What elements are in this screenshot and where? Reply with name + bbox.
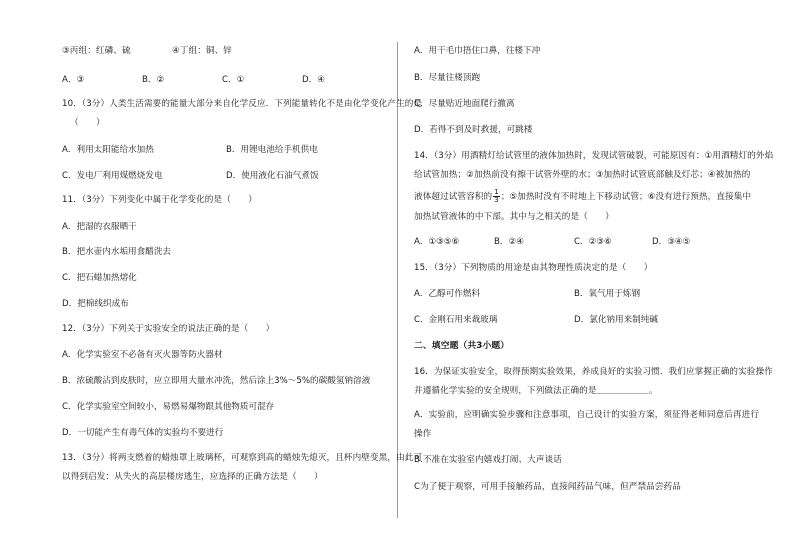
q12-option-b: B．浓硫酸沾到皮肤时，应立即用大量水冲洗，然后涂上3%～5%的碳酸氢钠溶液: [62, 376, 371, 386]
q11-option-a: A．把湿的衣服晒干: [62, 222, 137, 232]
q13-stem-line-1: 13．（3分）将两支燃着的蜡烛罩上玻璃杯，可观察到高的蜡烛先熄灭，且杯内壁变黑，由此可: [62, 453, 423, 463]
q12-option-d: D．一切能产生有毒气体的实验均不要进行: [62, 428, 224, 438]
q13-option-d: D．若得不到及时救援，可跳楼: [414, 125, 533, 135]
q13-stem-line-2: 以得到启发：从失火的高层楼房逃生，应选择的正确方法是（ ）: [62, 472, 323, 482]
q11-stem: 11．（3分）下列变化中属于化学变化的是（ ）: [62, 195, 257, 205]
q12-option-c: C．化学实验室空间较小，易燃易爆物跟其他物质可混存: [62, 402, 275, 412]
column-divider: [397, 42, 398, 518]
q9-option-d: D．④: [302, 75, 325, 85]
q13-option-a: A．用干毛巾捂住口鼻，往楼下冲: [414, 46, 541, 56]
q10-option-d: D．使用液化石油气煮饭: [226, 171, 319, 181]
q9-option-c: C．①: [222, 75, 245, 85]
q15-stem: 15．（3分）下列物质的用途是由其物理性质决定的是（ ）: [414, 263, 653, 273]
q16-option-a-line-2: 操作: [414, 429, 432, 439]
q15-option-a: A．乙醇可作燃料: [414, 289, 481, 299]
q10-option-b: B．用锂电池给手机供电: [226, 145, 318, 155]
fraction-one-third: $\frac{1}{3}$: [494, 188, 499, 204]
q11-option-b: B．把水壶内水垢用食醋洗去: [62, 247, 172, 257]
q16-option-b: B.不准在实验室内嬉戏打闹、大声谈话: [414, 455, 562, 465]
q14-option-c: C．②③⑥: [574, 237, 612, 247]
q15-option-b: B．氧气用于炼钢: [574, 289, 641, 299]
q16-option-a-line-1: A．实验前，应明确实验步骤和注意事项，自己设计的实验方案，须征得老师同意后再进行: [414, 410, 760, 420]
q10-option-c: C．发电厂利用煤燃烧发电: [62, 171, 163, 181]
q14-option-d: D．③④⑤: [652, 237, 691, 247]
q10-option-a: A．利用太阳能给水加热: [62, 145, 154, 155]
q9-option-a: A．③: [62, 75, 85, 85]
q10-stem-line-1: 10．（3分）人类生活需要的能量大部分来自化学反应．下列能量转化不是由化学变化产生的是: [62, 99, 423, 109]
q13-option-c: C．尽量贴近地面爬行撤离: [414, 99, 515, 109]
q14-stem-line-2: 给试管加热；②加热前没有擦干试管外壁的水；③加热时试管底部触及灯芯；④被加热的: [414, 170, 751, 180]
q14-stem-line-4: 加热试管液体的中下部。其中与之相关的是（ ）: [414, 212, 614, 222]
q11-option-c: C．把石蜡加热熔化: [62, 273, 137, 283]
q15-option-d: D．氯化钠用来制纯碱: [574, 315, 658, 325]
q14-stem-line-1: 14．（3分）用酒精灯给试管里的液体加热时，发现试管破裂，可能原因有：①用酒精灯的外焰: [414, 151, 774, 161]
q14-option-b: B．②④: [494, 237, 524, 247]
q15-option-c: C．金刚石用来裁玻璃: [414, 315, 498, 325]
q13-option-b: B．尽量往楼顶跑: [414, 73, 481, 83]
q16-option-c: C为了便于观察，可用手接触药品，直接闻药品气味，但严禁品尝药品: [414, 482, 681, 492]
q12-stem: 12．（3分）下列关于实验安全的说法正确的是（ ）: [62, 324, 275, 334]
q16-stem-line-2: 并遵循化学实验的安全规则，下列做法正确的是＿＿＿＿＿＿。: [414, 386, 658, 396]
q9-item-3: ③丙组：红磷、硫: [62, 46, 131, 56]
q14-line-3-before: 液体超过试管容积的: [414, 192, 493, 202]
section-heading-fill-in: 二、填空题（共3小题）: [414, 341, 510, 351]
q14-stem-line-3: [414, 189, 751, 204]
q9-item-4: ④丁组：铜、锌: [172, 46, 232, 56]
q16-stem-line-1: 16．为保证实验安全，取得预期实验效果，养成良好的实验习惯．我们应掌握正确的实验操作: [414, 367, 773, 377]
q11-option-d: D．把棉线织成布: [62, 299, 129, 309]
q12-option-a: A．化学实验室不必备有灭火器等防火器材: [62, 350, 223, 360]
q10-stem-line-2: （ ）: [70, 118, 105, 128]
q9-option-b: B．②: [142, 75, 165, 85]
q14-line-3-after: ；⑤加热时没有不时地上下移动试管；⑥没有进行预热，直接集中: [500, 192, 752, 202]
q14-option-a: A．①③⑤⑥: [414, 237, 460, 247]
